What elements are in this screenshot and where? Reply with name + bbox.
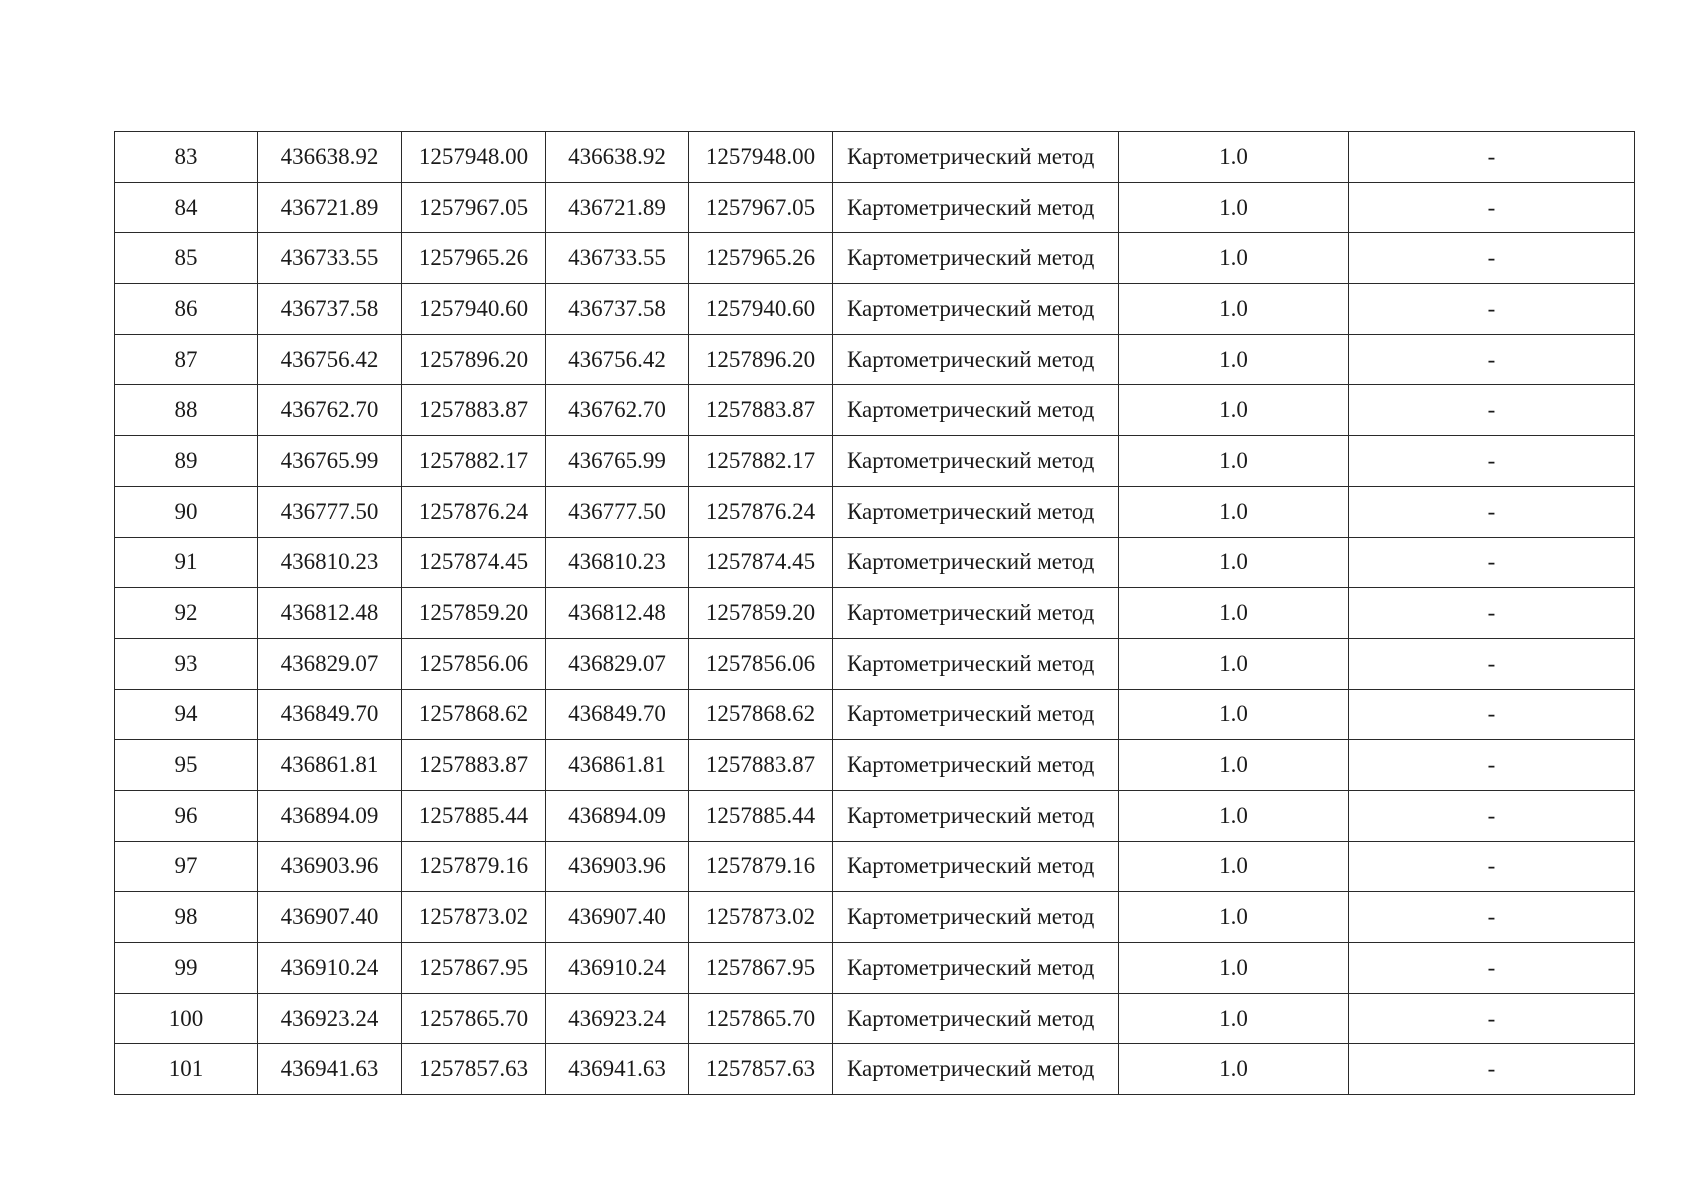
point-number-cell: 91: [115, 537, 258, 588]
table-row: [115, 588, 1635, 639]
description-cell: -: [1349, 385, 1635, 436]
y-coordinate-cell: 1257896.20: [689, 334, 833, 385]
accuracy-cell: 1.0: [1119, 841, 1349, 892]
x-coordinate-cell: 436903.96: [258, 841, 402, 892]
point-number-cell: 92: [115, 588, 258, 639]
x-coordinate-cell: 436756.42: [546, 334, 689, 385]
x-coordinate-cell: 436903.96: [546, 841, 689, 892]
x-coordinate-cell: 436910.24: [546, 943, 689, 994]
point-number-cell: 95: [115, 740, 258, 791]
x-coordinate-cell: 436737.58: [258, 284, 402, 335]
method-cell: Картометрический метод: [833, 182, 1119, 233]
x-coordinate-cell: 436907.40: [546, 892, 689, 943]
x-coordinate-cell: 436737.58: [546, 284, 689, 335]
description-cell: -: [1349, 588, 1635, 639]
x-coordinate-cell: 436812.48: [546, 588, 689, 639]
description-cell: -: [1349, 132, 1635, 183]
x-coordinate-cell: 436849.70: [546, 689, 689, 740]
description-cell: -: [1349, 182, 1635, 233]
description-cell: -: [1349, 790, 1635, 841]
description-cell: -: [1349, 740, 1635, 791]
y-coordinate-cell: 1257859.20: [402, 588, 546, 639]
y-coordinate-cell: 1257965.26: [689, 233, 833, 284]
x-coordinate-cell: 436756.42: [258, 334, 402, 385]
method-cell: Картометрический метод: [833, 790, 1119, 841]
point-number-cell: 93: [115, 638, 258, 689]
method-cell: Картометрический метод: [833, 993, 1119, 1044]
y-coordinate-cell: 1257967.05: [689, 182, 833, 233]
point-number-cell: 86: [115, 284, 258, 335]
y-coordinate-cell: 1257867.95: [402, 943, 546, 994]
table-row: [115, 1044, 1635, 1095]
table-row: [115, 943, 1635, 994]
x-coordinate-cell: 436829.07: [546, 638, 689, 689]
table-row: [115, 790, 1635, 841]
y-coordinate-cell: 1257879.16: [402, 841, 546, 892]
method-cell: Картометрический метод: [833, 486, 1119, 537]
x-coordinate-cell: 436894.09: [546, 790, 689, 841]
point-number-cell: 84: [115, 182, 258, 233]
accuracy-cell: 1.0: [1119, 486, 1349, 537]
y-coordinate-cell: 1257883.87: [689, 385, 833, 436]
x-coordinate-cell: 436733.55: [546, 233, 689, 284]
description-cell: -: [1349, 943, 1635, 994]
x-coordinate-cell: 436765.99: [258, 436, 402, 487]
table-row: [115, 689, 1635, 740]
accuracy-cell: 1.0: [1119, 132, 1349, 183]
table-row: [115, 537, 1635, 588]
y-coordinate-cell: 1257883.87: [402, 740, 546, 791]
method-cell: Картометрический метод: [833, 892, 1119, 943]
x-coordinate-cell: 436907.40: [258, 892, 402, 943]
method-cell: Картометрический метод: [833, 841, 1119, 892]
x-coordinate-cell: 436762.70: [258, 385, 402, 436]
table-row: [115, 486, 1635, 537]
y-coordinate-cell: 1257856.06: [402, 638, 546, 689]
method-cell: Картометрический метод: [833, 385, 1119, 436]
accuracy-cell: 1.0: [1119, 182, 1349, 233]
point-number-cell: 94: [115, 689, 258, 740]
y-coordinate-cell: 1257940.60: [689, 284, 833, 335]
x-coordinate-cell: 436810.23: [258, 537, 402, 588]
accuracy-cell: 1.0: [1119, 993, 1349, 1044]
y-coordinate-cell: 1257882.17: [689, 436, 833, 487]
point-number-cell: 99: [115, 943, 258, 994]
point-number-cell: 90: [115, 486, 258, 537]
x-coordinate-cell: 436721.89: [258, 182, 402, 233]
accuracy-cell: 1.0: [1119, 790, 1349, 841]
table-row: [115, 132, 1635, 183]
description-cell: -: [1349, 486, 1635, 537]
x-coordinate-cell: 436733.55: [258, 233, 402, 284]
table-row: [115, 740, 1635, 791]
table-row: [115, 284, 1635, 335]
accuracy-cell: 1.0: [1119, 1044, 1349, 1095]
description-cell: -: [1349, 841, 1635, 892]
description-cell: -: [1349, 892, 1635, 943]
y-coordinate-cell: 1257967.05: [402, 182, 546, 233]
table-row: [115, 436, 1635, 487]
y-coordinate-cell: 1257868.62: [689, 689, 833, 740]
y-coordinate-cell: 1257896.20: [402, 334, 546, 385]
method-cell: Картометрический метод: [833, 689, 1119, 740]
coordinates-table: [114, 131, 1635, 1095]
point-number-cell: 98: [115, 892, 258, 943]
point-number-cell: 85: [115, 233, 258, 284]
method-cell: Картометрический метод: [833, 588, 1119, 639]
accuracy-cell: 1.0: [1119, 740, 1349, 791]
y-coordinate-cell: 1257857.63: [689, 1044, 833, 1095]
y-coordinate-cell: 1257874.45: [402, 537, 546, 588]
accuracy-cell: 1.0: [1119, 385, 1349, 436]
accuracy-cell: 1.0: [1119, 284, 1349, 335]
x-coordinate-cell: 436810.23: [546, 537, 689, 588]
x-coordinate-cell: 436762.70: [546, 385, 689, 436]
accuracy-cell: 1.0: [1119, 892, 1349, 943]
y-coordinate-cell: 1257883.87: [402, 385, 546, 436]
y-coordinate-cell: 1257856.06: [689, 638, 833, 689]
x-coordinate-cell: 436910.24: [258, 943, 402, 994]
x-coordinate-cell: 436777.50: [546, 486, 689, 537]
coordinates-table-body: [115, 132, 1635, 1095]
point-number-cell: 101: [115, 1044, 258, 1095]
table-row: [115, 334, 1635, 385]
y-coordinate-cell: 1257948.00: [402, 132, 546, 183]
method-cell: Картометрический метод: [833, 740, 1119, 791]
x-coordinate-cell: 436923.24: [258, 993, 402, 1044]
method-cell: Картометрический метод: [833, 537, 1119, 588]
x-coordinate-cell: 436941.63: [258, 1044, 402, 1095]
y-coordinate-cell: 1257885.44: [689, 790, 833, 841]
y-coordinate-cell: 1257885.44: [402, 790, 546, 841]
x-coordinate-cell: 436849.70: [258, 689, 402, 740]
method-cell: Картометрический метод: [833, 284, 1119, 335]
method-cell: Картометрический метод: [833, 638, 1119, 689]
point-number-cell: 100: [115, 993, 258, 1044]
description-cell: -: [1349, 284, 1635, 335]
y-coordinate-cell: 1257948.00: [689, 132, 833, 183]
x-coordinate-cell: 436941.63: [546, 1044, 689, 1095]
x-coordinate-cell: 436721.89: [546, 182, 689, 233]
x-coordinate-cell: 436861.81: [546, 740, 689, 791]
description-cell: -: [1349, 233, 1635, 284]
y-coordinate-cell: 1257867.95: [689, 943, 833, 994]
y-coordinate-cell: 1257873.02: [689, 892, 833, 943]
y-coordinate-cell: 1257965.26: [402, 233, 546, 284]
y-coordinate-cell: 1257874.45: [689, 537, 833, 588]
description-cell: -: [1349, 1044, 1635, 1095]
y-coordinate-cell: 1257859.20: [689, 588, 833, 639]
description-cell: -: [1349, 436, 1635, 487]
method-cell: Картометрический метод: [833, 1044, 1119, 1095]
description-cell: -: [1349, 689, 1635, 740]
accuracy-cell: 1.0: [1119, 537, 1349, 588]
y-coordinate-cell: 1257876.24: [689, 486, 833, 537]
y-coordinate-cell: 1257873.02: [402, 892, 546, 943]
table-row: [115, 993, 1635, 1044]
description-cell: -: [1349, 334, 1635, 385]
x-coordinate-cell: 436765.99: [546, 436, 689, 487]
x-coordinate-cell: 436894.09: [258, 790, 402, 841]
x-coordinate-cell: 436923.24: [546, 993, 689, 1044]
table-row: [115, 233, 1635, 284]
point-number-cell: 83: [115, 132, 258, 183]
y-coordinate-cell: 1257940.60: [402, 284, 546, 335]
y-coordinate-cell: 1257876.24: [402, 486, 546, 537]
method-cell: Картометрический метод: [833, 436, 1119, 487]
y-coordinate-cell: 1257857.63: [402, 1044, 546, 1095]
table-row: [115, 892, 1635, 943]
table-row: [115, 385, 1635, 436]
accuracy-cell: 1.0: [1119, 689, 1349, 740]
method-cell: Картометрический метод: [833, 943, 1119, 994]
table-row: [115, 182, 1635, 233]
method-cell: Картометрический метод: [833, 334, 1119, 385]
y-coordinate-cell: 1257865.70: [402, 993, 546, 1044]
accuracy-cell: 1.0: [1119, 588, 1349, 639]
x-coordinate-cell: 436829.07: [258, 638, 402, 689]
method-cell: Картометрический метод: [833, 132, 1119, 183]
y-coordinate-cell: 1257868.62: [402, 689, 546, 740]
accuracy-cell: 1.0: [1119, 638, 1349, 689]
x-coordinate-cell: 436638.92: [258, 132, 402, 183]
table-row: [115, 638, 1635, 689]
method-cell: Картометрический метод: [833, 233, 1119, 284]
description-cell: -: [1349, 537, 1635, 588]
description-cell: -: [1349, 993, 1635, 1044]
point-number-cell: 97: [115, 841, 258, 892]
y-coordinate-cell: 1257882.17: [402, 436, 546, 487]
accuracy-cell: 1.0: [1119, 943, 1349, 994]
y-coordinate-cell: 1257879.16: [689, 841, 833, 892]
x-coordinate-cell: 436812.48: [258, 588, 402, 639]
description-cell: -: [1349, 638, 1635, 689]
point-number-cell: 96: [115, 790, 258, 841]
accuracy-cell: 1.0: [1119, 436, 1349, 487]
x-coordinate-cell: 436861.81: [258, 740, 402, 791]
point-number-cell: 88: [115, 385, 258, 436]
y-coordinate-cell: 1257865.70: [689, 993, 833, 1044]
accuracy-cell: 1.0: [1119, 334, 1349, 385]
point-number-cell: 87: [115, 334, 258, 385]
point-number-cell: 89: [115, 436, 258, 487]
table-row: [115, 841, 1635, 892]
y-coordinate-cell: 1257883.87: [689, 740, 833, 791]
accuracy-cell: 1.0: [1119, 233, 1349, 284]
x-coordinate-cell: 436638.92: [546, 132, 689, 183]
x-coordinate-cell: 436777.50: [258, 486, 402, 537]
